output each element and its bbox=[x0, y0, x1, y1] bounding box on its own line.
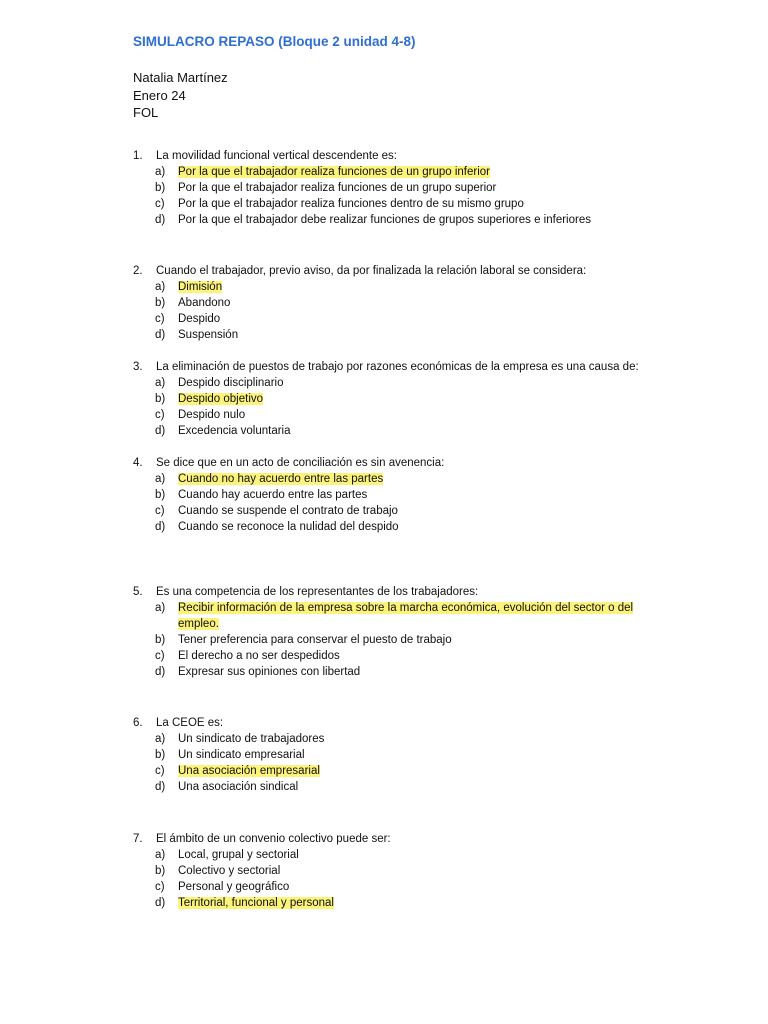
option-d bbox=[0, 519, 768, 535]
question-2 bbox=[0, 263, 768, 343]
option-letter: d) bbox=[155, 425, 166, 438]
option-a bbox=[0, 375, 768, 391]
option-d bbox=[0, 779, 768, 795]
option-b bbox=[0, 391, 768, 407]
question-text: Es una competencia de los representantes de los trabajadores: bbox=[156, 586, 479, 598]
option-text-highlighted: Dimisión bbox=[178, 281, 223, 294]
option-letter: c) bbox=[155, 198, 165, 211]
option-a bbox=[0, 600, 768, 632]
option-b bbox=[0, 632, 768, 648]
option-text-highlighted: Cuando no hay acuerdo entre las partes bbox=[178, 473, 384, 486]
option-letter: b) bbox=[155, 749, 166, 762]
option-text: Una asociación sindical bbox=[178, 781, 299, 794]
option-text: Cuando hay acuerdo entre las partes bbox=[178, 489, 368, 502]
question-1 bbox=[0, 148, 768, 228]
option-letter: b) bbox=[155, 297, 166, 310]
option-d bbox=[0, 895, 768, 911]
option-text-highlighted: Territorial, funcional y personal bbox=[178, 897, 334, 910]
option-text: Tener preferencia para conservar el puesto de trabajo bbox=[178, 634, 452, 647]
option-text: El derecho a no ser despedidos bbox=[178, 650, 340, 663]
option-letter: d) bbox=[155, 666, 166, 679]
option-letter: c) bbox=[155, 409, 165, 422]
option-c bbox=[0, 503, 768, 519]
subject-label: FOL bbox=[133, 105, 159, 120]
question-text: La movilidad funcional vertical descendente es: bbox=[156, 150, 398, 162]
option-text: Colectivo y sectorial bbox=[178, 865, 281, 878]
option-text: Por la que el trabajador realiza funciones de un grupo superior bbox=[178, 182, 497, 195]
question-4 bbox=[0, 455, 768, 535]
question-number: 3. bbox=[133, 361, 143, 373]
option-letter: a) bbox=[155, 733, 166, 746]
option-c bbox=[0, 879, 768, 895]
option-d bbox=[0, 327, 768, 343]
option-text-highlighted: Una asociación empresarial bbox=[178, 765, 320, 778]
document-date: Enero 24 bbox=[133, 88, 186, 103]
option-text: Suspensión bbox=[178, 329, 239, 342]
question-text: El ámbito de un convenio colectivo puede ser: bbox=[156, 833, 391, 845]
option-d bbox=[0, 423, 768, 439]
option-text: Por la que el trabajador realiza funciones dentro de su mismo grupo bbox=[178, 198, 524, 211]
option-text: Un sindicato empresarial bbox=[178, 749, 305, 762]
option-text: Por la que el trabajador debe realizar funciones de grupos superiores e inferiores bbox=[178, 214, 591, 227]
option-text: Un sindicato de trabajadores bbox=[178, 733, 325, 746]
option-c bbox=[0, 196, 768, 212]
question-text: Se dice que en un acto de conciliación es sin avenencia: bbox=[156, 457, 445, 469]
option-letter: d) bbox=[155, 214, 166, 227]
question-3 bbox=[0, 359, 768, 439]
question-text: Cuando el trabajador, previo aviso, da por finalizada la relación laboral se considera: bbox=[156, 265, 587, 277]
option-text: Local, grupal y sectorial bbox=[178, 849, 299, 862]
option-letter: b) bbox=[155, 865, 166, 878]
option-letter: d) bbox=[155, 781, 166, 794]
option-text: Despido disciplinario bbox=[178, 377, 284, 390]
option-letter: c) bbox=[155, 650, 165, 663]
question-number: 6. bbox=[133, 717, 143, 729]
option-letter: b) bbox=[155, 489, 166, 502]
option-b bbox=[0, 295, 768, 311]
option-text: Personal y geográfico bbox=[178, 881, 290, 894]
question-text: La eliminación de puestos de trabajo por razones económicas de la empresa es una causa de: bbox=[156, 361, 639, 373]
option-text: Despido bbox=[178, 313, 221, 326]
option-text: Cuando se reconoce la nulidad del despido bbox=[178, 521, 399, 534]
option-letter: c) bbox=[155, 505, 165, 518]
option-b bbox=[0, 487, 768, 503]
option-a bbox=[0, 471, 768, 487]
option-c bbox=[0, 407, 768, 423]
question-number: 5. bbox=[133, 586, 143, 598]
option-letter: b) bbox=[155, 182, 166, 195]
question-5 bbox=[0, 584, 768, 681]
option-letter: d) bbox=[155, 897, 166, 910]
option-letter: a) bbox=[155, 602, 166, 615]
option-text-highlighted: Despido objetivo bbox=[178, 393, 264, 406]
question-number: 2. bbox=[133, 265, 143, 277]
option-letter: a) bbox=[155, 166, 166, 179]
option-b bbox=[0, 863, 768, 879]
option-letter: a) bbox=[155, 849, 166, 862]
option-letter: a) bbox=[155, 377, 166, 390]
option-text: Expresar sus opiniones con libertad bbox=[178, 666, 361, 679]
option-letter: c) bbox=[155, 313, 165, 326]
question-number: 7. bbox=[133, 833, 143, 845]
option-d bbox=[0, 212, 768, 228]
question-7 bbox=[0, 831, 768, 911]
option-text-highlighted: Recibir información de la empresa sobre la marcha económica, evolución del sector o del empleo. bbox=[178, 602, 634, 631]
option-text: Cuando se suspende el contrato de trabajo bbox=[178, 505, 398, 518]
option-b bbox=[0, 747, 768, 763]
option-d bbox=[0, 664, 768, 680]
option-c bbox=[0, 311, 768, 327]
option-c bbox=[0, 648, 768, 664]
option-letter: a) bbox=[155, 473, 166, 486]
option-letter: c) bbox=[155, 881, 165, 894]
option-text: Abandono bbox=[178, 297, 231, 310]
option-a bbox=[0, 847, 768, 863]
option-b bbox=[0, 180, 768, 196]
option-text: Despido nulo bbox=[178, 409, 246, 422]
option-letter: b) bbox=[155, 634, 166, 647]
question-6 bbox=[0, 715, 768, 795]
option-letter: c) bbox=[155, 765, 165, 778]
option-letter: a) bbox=[155, 281, 166, 294]
question-number: 4. bbox=[133, 457, 143, 469]
option-letter: b) bbox=[155, 393, 166, 406]
option-a bbox=[0, 279, 768, 295]
question-number: 1. bbox=[133, 150, 143, 162]
author-name: Natalia Martínez bbox=[133, 70, 228, 85]
option-letter: d) bbox=[155, 521, 166, 534]
option-a bbox=[0, 731, 768, 747]
option-letter: d) bbox=[155, 329, 166, 342]
option-c bbox=[0, 763, 768, 779]
option-text: Excedencia voluntaria bbox=[178, 425, 291, 438]
document-title: SIMULACRO REPASO (Bloque 2 unidad 4-8) bbox=[133, 34, 416, 49]
option-a bbox=[0, 164, 768, 180]
option-text-highlighted: Por la que el trabajador realiza funciones de un grupo inferior bbox=[178, 166, 490, 179]
question-text: La CEOE es: bbox=[156, 717, 224, 729]
